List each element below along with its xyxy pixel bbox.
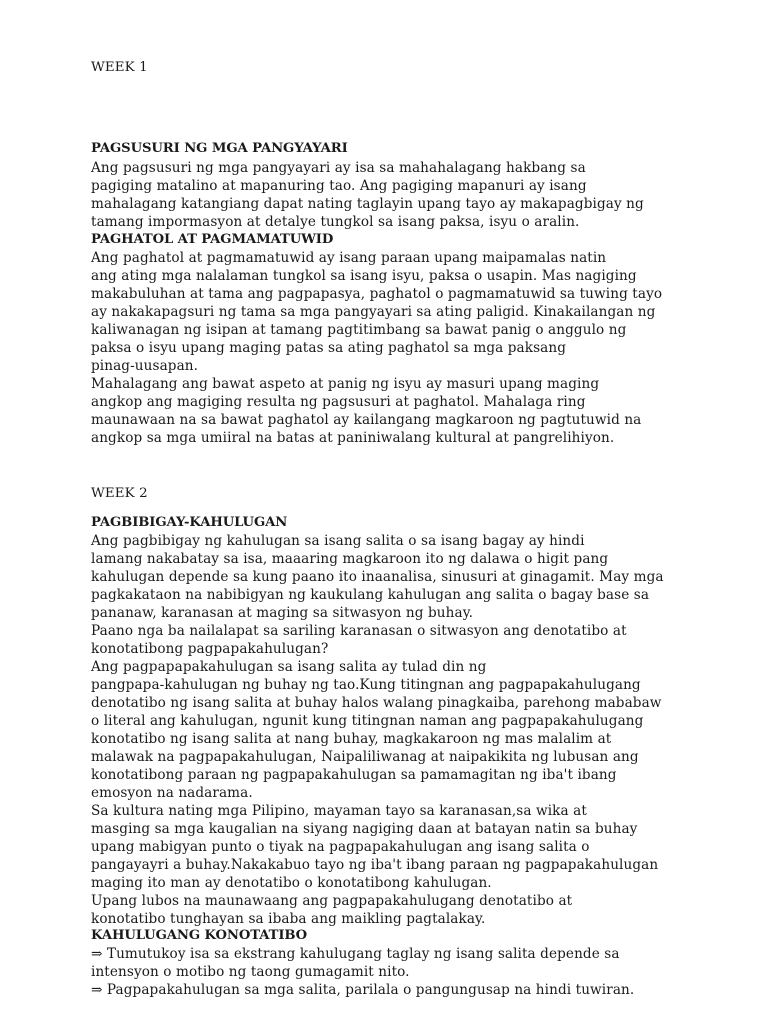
- paragraph-line: Ang pagsusuri ng mga pangyayari ay isa sa mahahalagang hakbang sa: [91, 160, 586, 176]
- bullet-line: ⇒ Tumutukoy isa sa ekstrang kahulugang taglay ng isang salita depende sa: [91, 946, 620, 962]
- paragraph-line: mahalagang katangiang dapat nating taglayin upang tayo ay makapagbigay ng: [91, 196, 644, 212]
- section-heading-pagsusuri: PAGSUSURI NG MGA PANGYAYARI: [91, 141, 348, 156]
- paragraph-line: angkop sa mga umiiral na batas at paniniwalang kultural at pangrelihiyon.: [91, 430, 615, 446]
- paragraph-line: Paano nga ba nailalapat sa sariling karanasan o sitwasyon ang denotatibo at: [91, 623, 627, 639]
- paragraph-line: konotatibong paraan ng pagpapakahulugan sa pamamagitan ng iba't ibang: [91, 767, 617, 783]
- paragraph-line: Upang lubos na maunawaang ang pagpapakahulugang denotatibo at: [91, 893, 573, 909]
- paragraph-line: konotatibong pagpapakahulugan?: [91, 641, 329, 657]
- paragraph-line: maging ito man ay denotatibo o konotatibong kahulugan.: [91, 875, 492, 891]
- paragraph-line: upang mabigyan punto o tiyak na pagpapakahulugan ang isang salita o: [91, 839, 590, 855]
- bullet-line: intensyon o motibo ng taong gumagamit nito.: [91, 964, 410, 980]
- paragraph-line: ang ating mga nalalaman tungkol sa isang isyu, paksa o usapin. Mas nagiging: [91, 268, 637, 284]
- paragraph-line: makabuluhan at tama ang pagpapasya, paghatol o pagmamatuwid sa tuwing tayo: [91, 286, 663, 302]
- section-heading-pagbibigay-kahulugan: PAGBIBIGAY-KAHULUGAN: [91, 515, 288, 530]
- paragraph-line: Ang pagbibigay ng kahulugan sa isang salita o sa isang bagay ay hindi: [91, 533, 585, 549]
- paragraph-line: paksa o isyu upang maging patas sa ating paghatol sa mga paksang: [91, 340, 567, 356]
- paragraph-line: maunawaan na sa bawat paghatol ay kailangang magkaroon ng pagtutuwid na: [91, 412, 642, 428]
- paragraph-line: ay nakakapagsuri ng tama sa mga pangyayari sa ating paligid. Kinakailangan ng: [91, 304, 656, 320]
- paragraph-line: pananaw, karanasan at maging sa sitwasyon ng buhay.: [91, 605, 474, 621]
- paragraph-line: denotatibo ng isang salita at buhay halos walang pinagkaiba, parehong mababaw: [91, 695, 662, 711]
- paragraph-line: konotatibo tunghayan sa ibaba ang maikling pagtalakay.: [91, 911, 486, 927]
- paragraph-line: Sa kultura nating mga Pilipino, mayaman tayo sa karanasan,sa wika at: [91, 803, 587, 819]
- paragraph-line: Ang pagpapapakahulugan sa isang salita ay tulad din ng: [91, 659, 487, 675]
- paragraph-line: Ang paghatol at pagmamatuwid ay isang paraan upang maipamalas natin: [91, 250, 607, 266]
- paragraph-line: malawak na pagpapakahulugan, Naipaliliwanag at naipakikita ng lubusan ang: [91, 749, 639, 765]
- paragraph-line: masging sa mga kaugalian na siyang nagiging daan at batayan natin sa buhay: [91, 821, 638, 837]
- paragraph-line: Mahalagang ang bawat aspeto at panig ng isyu ay masuri upang maging: [91, 376, 600, 392]
- section-heading-paghatol: PAGHATOL AT PAGMAMATUWID: [91, 232, 334, 247]
- week-2-title: WEEK 2: [91, 486, 148, 501]
- paragraph-line: emosyon na nadarama.: [91, 785, 253, 801]
- paragraph-line: pagiging matalino at mapanuring tao. Ang pagiging mapanuri ay isang: [91, 178, 587, 194]
- week-1-title: WEEK 1: [91, 60, 148, 75]
- paragraph-line: pagkakataon na nabibigyan ng kaukulang kahulugan ang salita o bagay base sa: [91, 587, 650, 603]
- paragraph-line: pinag-uusapan.: [91, 358, 199, 374]
- paragraph-line: angkop ang magiging resulta ng pagsusuri at paghatol. Mahalaga ring: [91, 394, 586, 410]
- paragraph-line: o literal ang kahulugan, ngunit kung titingnan naman ang pagpapakahulugang: [91, 713, 644, 729]
- paragraph-line: konotatibo ng isang salita at nang buhay, magkakaroon ng mas malalim at: [91, 731, 612, 747]
- paragraph-line: kaliwanagan ng isipan at tamang pagtitimbang sa bawat panig o anggulo ng: [91, 322, 627, 338]
- paragraph-line: tamang impormasyon at detalye tungkol sa isang paksa, isyu o aralin.: [91, 214, 580, 230]
- paragraph-line: pangpapa-kahulugan ng buhay ng tao.Kung titingnan ang pagpapakahulugang: [91, 677, 641, 693]
- paragraph-line: lamang nakabatay sa isa, maaaring magkaroon ito ng dalawa o higit pang: [91, 551, 609, 567]
- paragraph-line: pangayayri a buhay.Nakakabuo tayo ng iba't ibang paraan ng pagpapakahulugan: [91, 857, 659, 873]
- bullet-line: ⇒ Pagpapakahulugan sa mga salita, parilala o pangungusap na hindi tuwiran.: [91, 982, 635, 998]
- section-heading-kahulugang-konotatibo: KAHULUGANG KONOTATIBO: [91, 928, 308, 943]
- paragraph-line: kahulugan depende sa kung paano ito inaanalisa, sinusuri at ginagamit. May mga: [91, 569, 664, 585]
